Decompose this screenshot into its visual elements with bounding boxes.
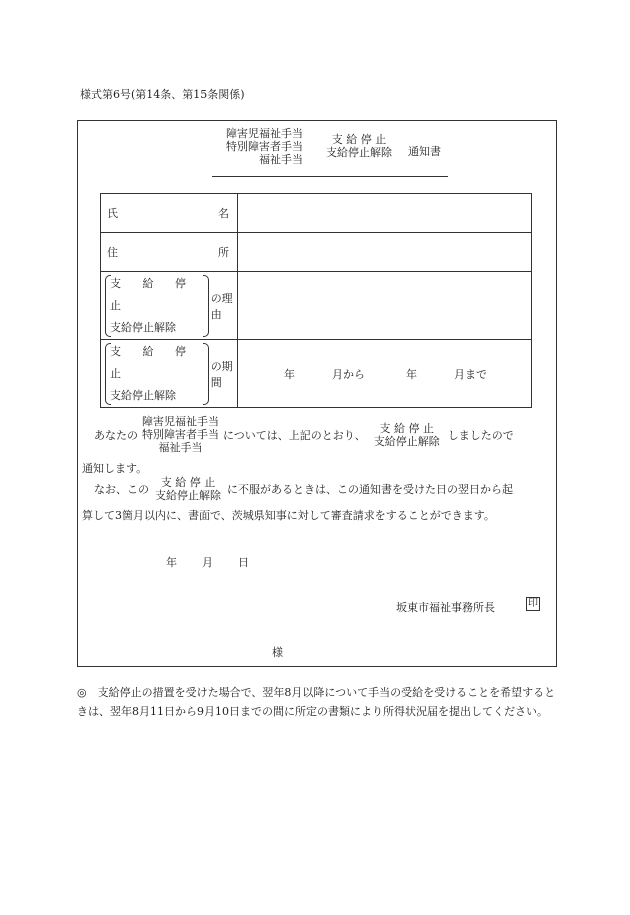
name-row — [101, 194, 532, 233]
period-suffix: の期間 — [210, 359, 233, 389]
title-allowance-option: 障害児福祉手当 — [226, 127, 303, 140]
addressee-suffix: 様 — [272, 646, 283, 659]
brace-option: 支 給 停 止 — [110, 344, 195, 380]
period-year: 年 — [406, 367, 417, 381]
brace-option: 支 給 停 止 — [110, 276, 195, 312]
name-label-cell — [101, 194, 238, 233]
seal-mark: 印 — [528, 598, 538, 609]
reason-suffix: の理由 — [210, 291, 233, 321]
title-allowance-option: 福祉手当 — [259, 153, 303, 166]
notice-form — [77, 120, 557, 667]
address-label-char: 住 — [107, 246, 118, 259]
action-option: 支給停止解除 — [373, 434, 440, 448]
period-value-cell[interactable] — [238, 340, 532, 408]
address-label-char: 所 — [218, 246, 229, 259]
name-label-char: 名 — [218, 207, 229, 220]
p1-tail: しましたので — [447, 428, 514, 442]
form-reference: 様式第6号(第14条、第15条関係) — [80, 88, 245, 101]
allowance-option: 福祉手当 — [158, 441, 203, 454]
allowance-option: 特別障害者手当 — [142, 428, 219, 441]
footnote: ◎ 支給停止の措置を受けた場合で、翌年8月以降について手当の受給を受けることを希望するときは、翌年8月11日から9月10日までの間に所定の書類により所得状況届を提出してください。 — [77, 686, 556, 718]
reason-value-cell[interactable] — [238, 272, 532, 340]
p1-lead: あなたの — [94, 428, 138, 442]
p2-tail: に不服があるときは、この通知書を受けた日の翌日から起 — [227, 483, 513, 496]
name-label-char: 氏 — [107, 207, 118, 220]
date-year: 年 — [166, 556, 177, 569]
period-label-cell — [101, 340, 238, 408]
address-value-cell[interactable] — [238, 233, 532, 272]
brace-option: 支給停止解除 — [110, 388, 176, 402]
p1-mid: については、上記のとおり、 — [223, 428, 366, 442]
body-paragraph-2 — [94, 476, 513, 502]
action-option: 支 給 停 止 — [160, 476, 216, 489]
info-table — [100, 193, 532, 408]
title-allowance-list — [226, 127, 303, 166]
period-brace — [105, 341, 209, 407]
p2-action-list — [155, 476, 221, 502]
reason-row — [101, 272, 532, 340]
address-row — [101, 233, 532, 272]
action-option: 支給停止解除 — [155, 489, 221, 502]
date-month: 月 — [202, 556, 213, 569]
title-underline — [212, 176, 448, 177]
title-action-list — [326, 133, 392, 159]
address-label-cell — [101, 233, 238, 272]
title-action-option: 支給停止解除 — [326, 146, 392, 159]
issuer: 坂東市福祉事務所長 — [396, 601, 495, 614]
title-suffix: 通知書 — [408, 145, 441, 158]
p2-lead: なお、この — [94, 483, 149, 496]
date-day: 日 — [238, 556, 249, 569]
body-paragraph-1 — [94, 415, 514, 454]
brace-option: 支給停止解除 — [110, 320, 176, 334]
title-action-option: 支 給 停 止 — [331, 133, 387, 146]
reason-label-cell — [101, 272, 238, 340]
p1-continuation: 通知します。 — [82, 462, 148, 475]
reason-brace — [105, 273, 209, 339]
title-allowance-option: 特別障害者手当 — [226, 140, 303, 153]
period-row — [101, 340, 532, 408]
period-year: 年 — [284, 367, 295, 381]
period-to: 月まで — [454, 367, 487, 381]
p2-continuation: 算して3箇月以内に、書面で、茨城県知事に対して審査請求をすることができます。 — [82, 509, 495, 522]
action-option: 支 給 停 止 — [379, 421, 435, 435]
name-value-cell[interactable] — [238, 194, 532, 233]
allowance-option: 障害児福祉手当 — [142, 415, 219, 428]
period-from: 月から — [332, 367, 365, 381]
p1-action-list — [374, 422, 440, 448]
p1-allowance-list — [142, 415, 219, 454]
